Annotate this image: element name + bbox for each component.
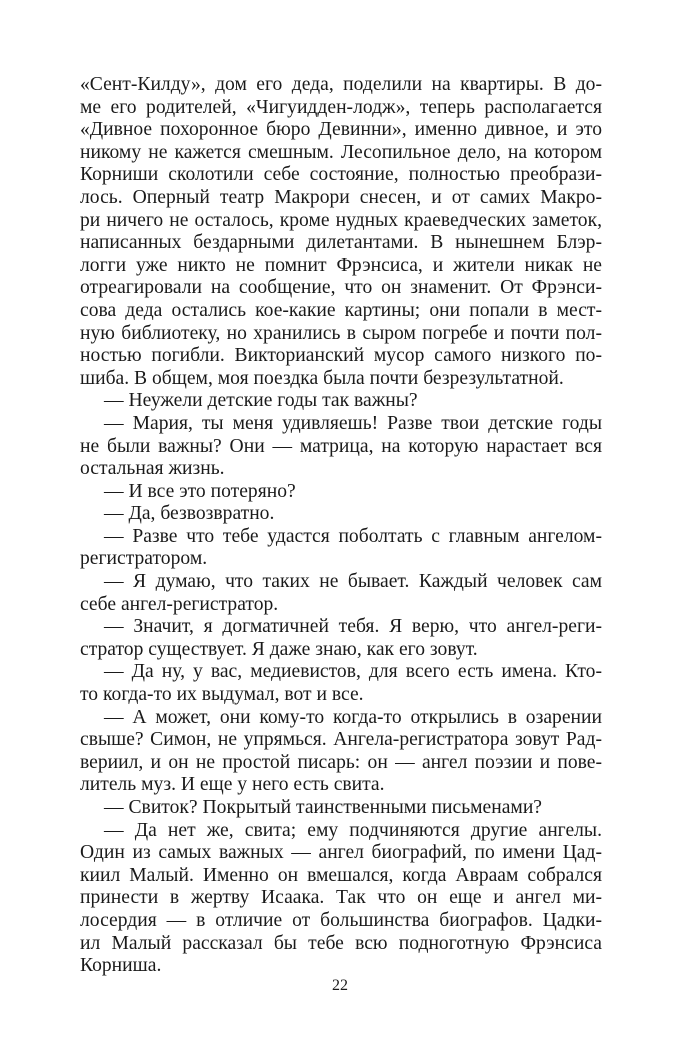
paragraph [80, 526, 602, 571]
text-line: — Разве что тебе удастся поболтать с главным ангелом- [104, 525, 602, 547]
paragraph [80, 481, 602, 504]
text-line: написанных бездарными дилетантами. В нынешнем Блэр- [80, 232, 602, 254]
text-line: ри ничего не осталось, кроме нудных краеведческих заметок, [80, 209, 602, 231]
text-line: вериил, и он не простой писарь: он — ангел поэзии и пове- [80, 751, 602, 773]
paragraph [80, 503, 602, 526]
text-line: стратор существует. Я даже знаю, как его зовут. [80, 638, 478, 660]
paragraph [80, 797, 602, 820]
paragraph [80, 707, 602, 797]
text-line: ил Малый рассказал бы тебе всю подноготную Фрэнсиса [80, 932, 602, 954]
text-line: — Свиток? Покрытый таинственными письменами? [104, 797, 542, 818]
text-line: литель муз. И еще у него есть свита. [80, 774, 385, 796]
text-line: лось. Оперный театр Макрори снесен, и от самих Макро- [80, 186, 602, 208]
text-line: — И все это потеряно? [104, 480, 296, 502]
page-number: 22 [332, 977, 348, 994]
text-line: себе ангел-регистратор. [80, 593, 279, 615]
paragraph [80, 571, 602, 616]
text-line: — А может, они кому-то когда-то открылись в озарении [104, 706, 602, 728]
text-line: лосердия — в отличие от большинства биографов. Цадки- [80, 909, 602, 931]
paragraph [80, 390, 602, 413]
text-line: ме его родителей, «Чигуидден-лодж», теперь располагается [80, 96, 602, 118]
text-line: остальная жизнь. [80, 458, 225, 480]
text-line: Один из самых важных — ангел биографий, по имени Цад- [80, 842, 602, 864]
paragraph [80, 616, 602, 661]
paragraph [80, 820, 602, 978]
text-line: «Сент-Килду», дом его деда, поделили на квартиры. В до- [80, 74, 602, 95]
text-line: логги уже никто не помнит Фрэнсиса, и жители никак не [80, 254, 602, 276]
text-line: — Да нет же, свита; ему подчиняются другие ангелы. [104, 819, 602, 841]
text-line: Корниша. [80, 955, 162, 977]
text-line: — Неужели детские годы так важны? [104, 390, 418, 412]
text-line: — Я думаю, что таких не бывает. Каждый человек сам [104, 571, 602, 593]
text-line: — Значит, я догматичней тебя. Я верю, что ангел-реги- [104, 616, 602, 638]
text-line: — Да ну, у вас, медиевистов, для всего есть имена. Кто- [104, 661, 602, 683]
text-line: «Дивное похоронное бюро Девинни», именно дивное, и это [80, 119, 602, 141]
text-line: Корниши сколотили себе состояние, полностью преобрази- [80, 164, 602, 186]
text-line: ностью погибли. Викторианский мусор самого низкого по- [80, 345, 602, 367]
text-line: — Да, безвозвратно. [104, 503, 275, 525]
text-line: шиба. В общем, моя поездка была почти безрезультатной. [80, 367, 564, 389]
text-line: киил Малый. Именно он вмешался, когда Авраам собрался [80, 864, 602, 886]
page-text [80, 74, 602, 978]
paragraph [80, 74, 602, 390]
text-line: ную библиотеку, но хранились в сыром погребе и почти пол- [80, 322, 602, 344]
text-line: принести в жертву Исаака. Так что он еще и ангел ми- [80, 887, 602, 909]
text-line: свыше? Симон, не упрямься. Ангела-регистратора зовут Рад- [80, 729, 602, 751]
text-line: не были важны? Они — матрица, на которую нарастает вся [80, 435, 602, 457]
text-line: сова деда остались кое-какие картины; они попали в мест- [80, 299, 602, 321]
text-line: — Мария, ты меня удивляешь! Разве твои детские годы [104, 412, 602, 434]
text-line: то когда-то их выдумал, вот и все. [80, 684, 364, 706]
paragraph [80, 661, 602, 706]
text-line: отреагировали на сообщение, что он знаменит. От Фрэнси- [80, 277, 602, 299]
paragraph [80, 413, 602, 481]
text-line: регистратором. [80, 548, 208, 570]
text-line: никому не кажется смешным. Лесопильное дело, на котором [80, 141, 602, 163]
